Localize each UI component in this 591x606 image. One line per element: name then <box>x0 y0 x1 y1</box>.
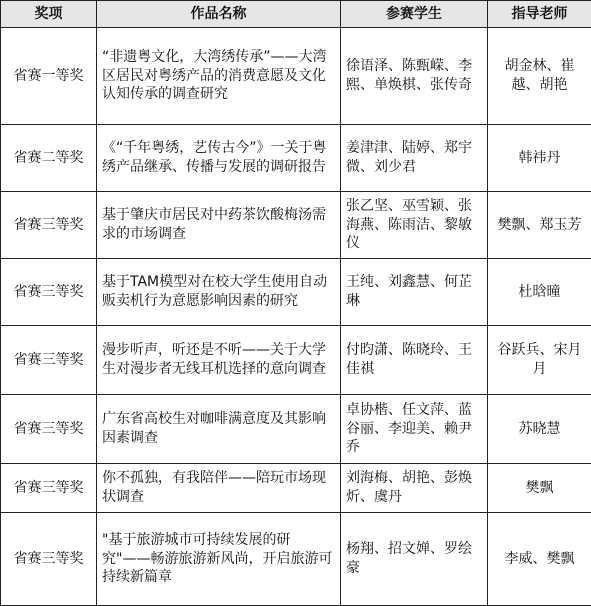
award-cell: 省赛三等奖 <box>1 326 97 395</box>
students-cell: 徐语泽、陈甄嵘、李熙、单焕棋、张传奇 <box>341 28 488 125</box>
title-cell: 广东省高校生对咖啡满意度及其影响因素调查 <box>97 395 341 464</box>
award-cell: 省赛三等奖 <box>1 395 97 464</box>
table-row <box>1 464 591 513</box>
teachers-cell: 李威、樊飘 <box>488 513 591 606</box>
title-cell: 基于肇庆市居民对中药茶饮酸梅汤需求的市场调查 <box>97 192 341 259</box>
award-cell: 省赛三等奖 <box>1 192 97 259</box>
teachers-cell: 胡金林、崔越、胡艳 <box>488 28 591 125</box>
teachers-cell: 樊飘、郑玉芳 <box>488 192 591 259</box>
title-cell: 你不孤独，有我陪伴——陪玩市场现状调查 <box>97 464 341 513</box>
award-cell: 省赛三等奖 <box>1 513 97 606</box>
title-cell: 《“千年粤绣，艺传古今”》一关于粤绣产品继承、传播与发展的调研报告 <box>97 125 341 192</box>
title-cell: “非遗粤文化，大湾绣传承”——大湾区居民对粤绣产品的消费意愿及文化认知传承的调查研究 <box>97 28 341 125</box>
table-header <box>1 1 591 28</box>
header-award: 奖项 <box>1 1 97 28</box>
students-cell: 姜津津、陆婷、郑宇微、刘少君 <box>341 125 488 192</box>
students-cell: 王纯、刘鑫慧、何芷琳 <box>341 259 488 326</box>
teachers-cell: 韩祎丹 <box>488 125 591 192</box>
teachers-cell: 谷跃兵、宋月月 <box>488 326 591 395</box>
table-body <box>1 28 591 606</box>
table-row <box>1 513 591 606</box>
award-cell: 省赛三等奖 <box>1 259 97 326</box>
teachers-cell: 苏晓慧 <box>488 395 591 464</box>
table-row <box>1 125 591 192</box>
header-row <box>1 1 591 28</box>
table-row <box>1 28 591 125</box>
header-title: 作品名称 <box>97 1 341 28</box>
title-cell: 漫步听声，听还是不听——关于大学生对漫步者无线耳机选择的意向调查 <box>97 326 341 395</box>
award-cell: 省赛一等奖 <box>1 28 97 125</box>
award-cell: 省赛二等奖 <box>1 125 97 192</box>
header-students: 参赛学生 <box>341 1 488 28</box>
students-cell: 杨翔、招文婵、罗绘豪 <box>341 513 488 606</box>
table-row <box>1 192 591 259</box>
students-cell: 卓协楷、任文萍、蓝谷丽、李迎美、赖尹乔 <box>341 395 488 464</box>
students-cell: 刘海梅、胡艳、彭焕炘、虞丹 <box>341 464 488 513</box>
students-cell: 付昀潇、陈晓玲、王佳祺 <box>341 326 488 395</box>
students-cell: 张乙坚、巫雪颖、张海燕、陈雨洁、黎敏仪 <box>341 192 488 259</box>
teachers-cell: 杜晗曈 <box>488 259 591 326</box>
award-cell: 省赛三等奖 <box>1 464 97 513</box>
table-row <box>1 326 591 395</box>
title-cell: 基于TAM模型对在校大学生使用自动贩卖机行为意愿影响因素的研究 <box>97 259 341 326</box>
teachers-cell: 樊飘 <box>488 464 591 513</box>
table-row <box>1 395 591 464</box>
header-teachers: 指导老师 <box>488 1 591 28</box>
table-row <box>1 259 591 326</box>
title-cell: "基于旅游城市可持续发展的研究"——畅游旅游新风尚，开启旅游可持续新篇章 <box>97 513 341 606</box>
